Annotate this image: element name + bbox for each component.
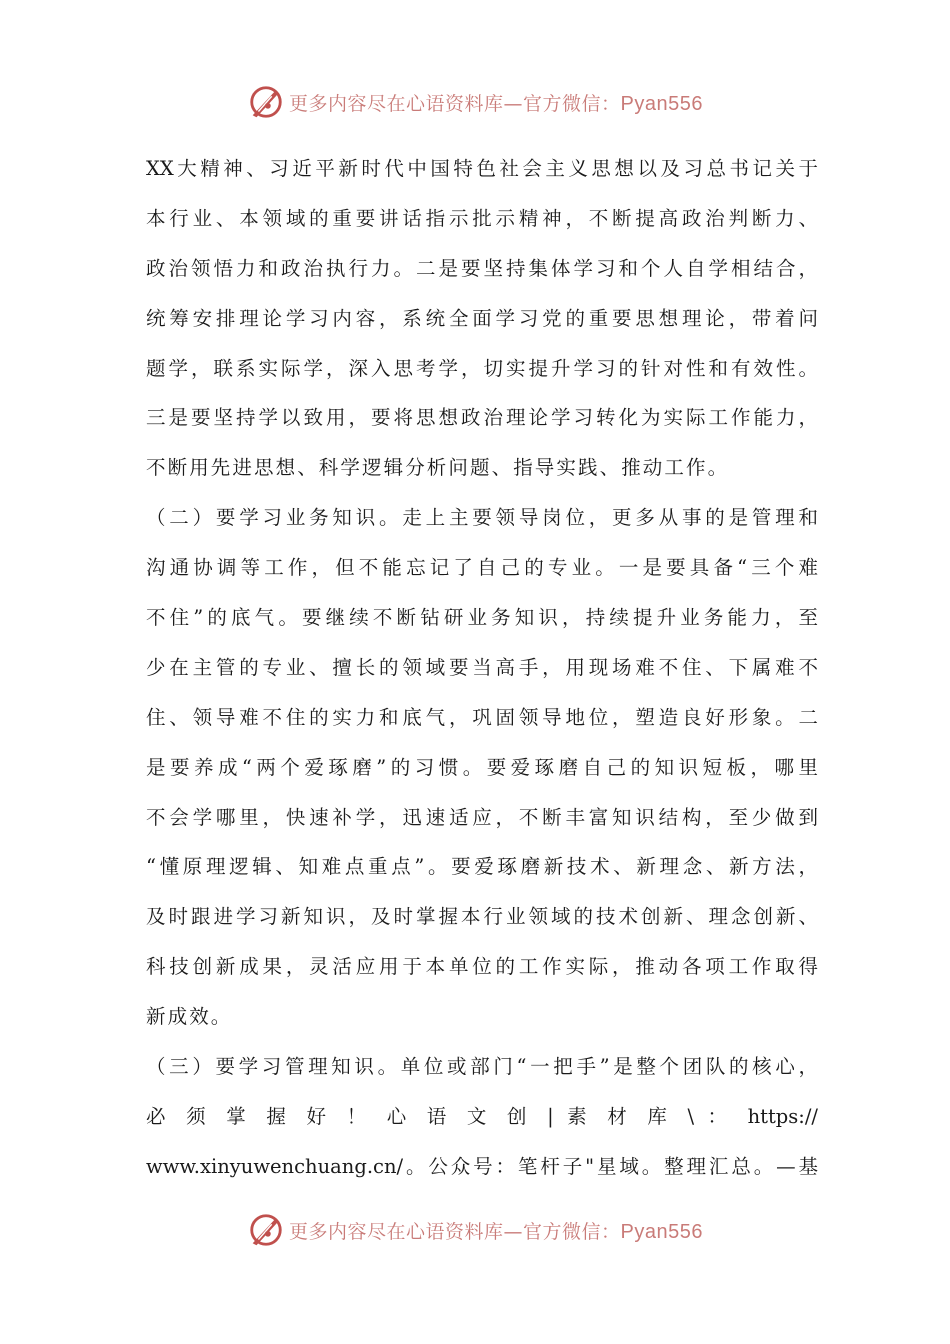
text-line: 科技创新成果，灵活应用于本单位的工作实际，推动各项工作取得	[146, 955, 818, 979]
text-line: （二）要学习业务知识。走上主要领导岗位，更多从事的是管理和	[146, 506, 818, 530]
document-body	[146, 150, 818, 1198]
footer-banner	[0, 1210, 950, 1250]
text-line: XX大精神、习近平新时代中国特色社会主义思想以及习总书记关于	[146, 157, 818, 180]
footer-banner-text: 更多内容尽在心语资料库—官方微信：Pyan556	[289, 1220, 703, 1243]
text-line: 政治领悟力和政治执行力。二是要坚持集体学习和个人自学相结合，	[146, 256, 818, 280]
text-line: 必 须 掌 握 好 ！ 心 语 文 创 | 素 材 库 \ ： https://	[146, 1104, 818, 1128]
text-line: 题学，联系实际学，深入思考学，切实提升学习的针对性和有效性。	[146, 356, 818, 380]
header-banner	[0, 82, 950, 122]
text-line: www.xinyuwenchuang.cn/。公众号：笔杆子"星域。整理汇总。—基	[146, 1154, 818, 1178]
text-line: 是要养成“两个爱琢磨”的习惯。要爱琢磨自己的知识短板，哪里	[146, 755, 818, 779]
text-line: 沟通协调等工作，但不能忘记了自己的专业。一是要具备“三个难	[146, 556, 818, 580]
text-line: “懂原理逻辑、知难点重点”。要爱琢磨新技术、新理念、新方法，	[146, 855, 818, 879]
text-line: 及时跟进学习新知识，及时掌握本行业领域的技术创新、理念创新、	[146, 905, 818, 929]
text-line: 不断用先进思想、科学逻辑分析问题、指导实践、推动工作。	[146, 456, 730, 480]
text-line: 新成效。	[146, 1005, 233, 1029]
text-line: 少在主管的专业、擅长的领域要当高手，用现场难不住、下属难不	[146, 655, 818, 679]
text-line: （三）要学习管理知识。单位或部门“一把手”是整个团队的核心，	[146, 1055, 818, 1079]
text-line: 不会学哪里，快速补学，迅速适应，不断丰富知识结构，至少做到	[146, 805, 818, 829]
quill-logo-icon	[247, 1211, 285, 1249]
footer-wechat-id: Pyan556	[620, 1220, 703, 1243]
text-line: 三是要坚持学以致用，要将思想政治理论学习转化为实际工作能力，	[146, 406, 818, 430]
text-line: 不住”的底气。要继续不断钻研业务知识，持续提升业务能力，至	[146, 606, 818, 630]
header-wechat-id: Pyan556	[620, 92, 703, 115]
header-banner-text: 更多内容尽在心语资料库—官方微信：Pyan556	[289, 92, 703, 115]
text-line: 住、领导难不住的实力和底气，巩固领导地位，塑造良好形象。二	[146, 705, 818, 729]
text-line: 统筹安排理论学习内容，系统全面学习党的重要思想理论，带着问	[146, 306, 818, 330]
text-line: 本行业、本领域的重要讲话指示批示精神，不断提高政治判断力、	[146, 206, 818, 230]
quill-logo-icon	[247, 83, 285, 121]
